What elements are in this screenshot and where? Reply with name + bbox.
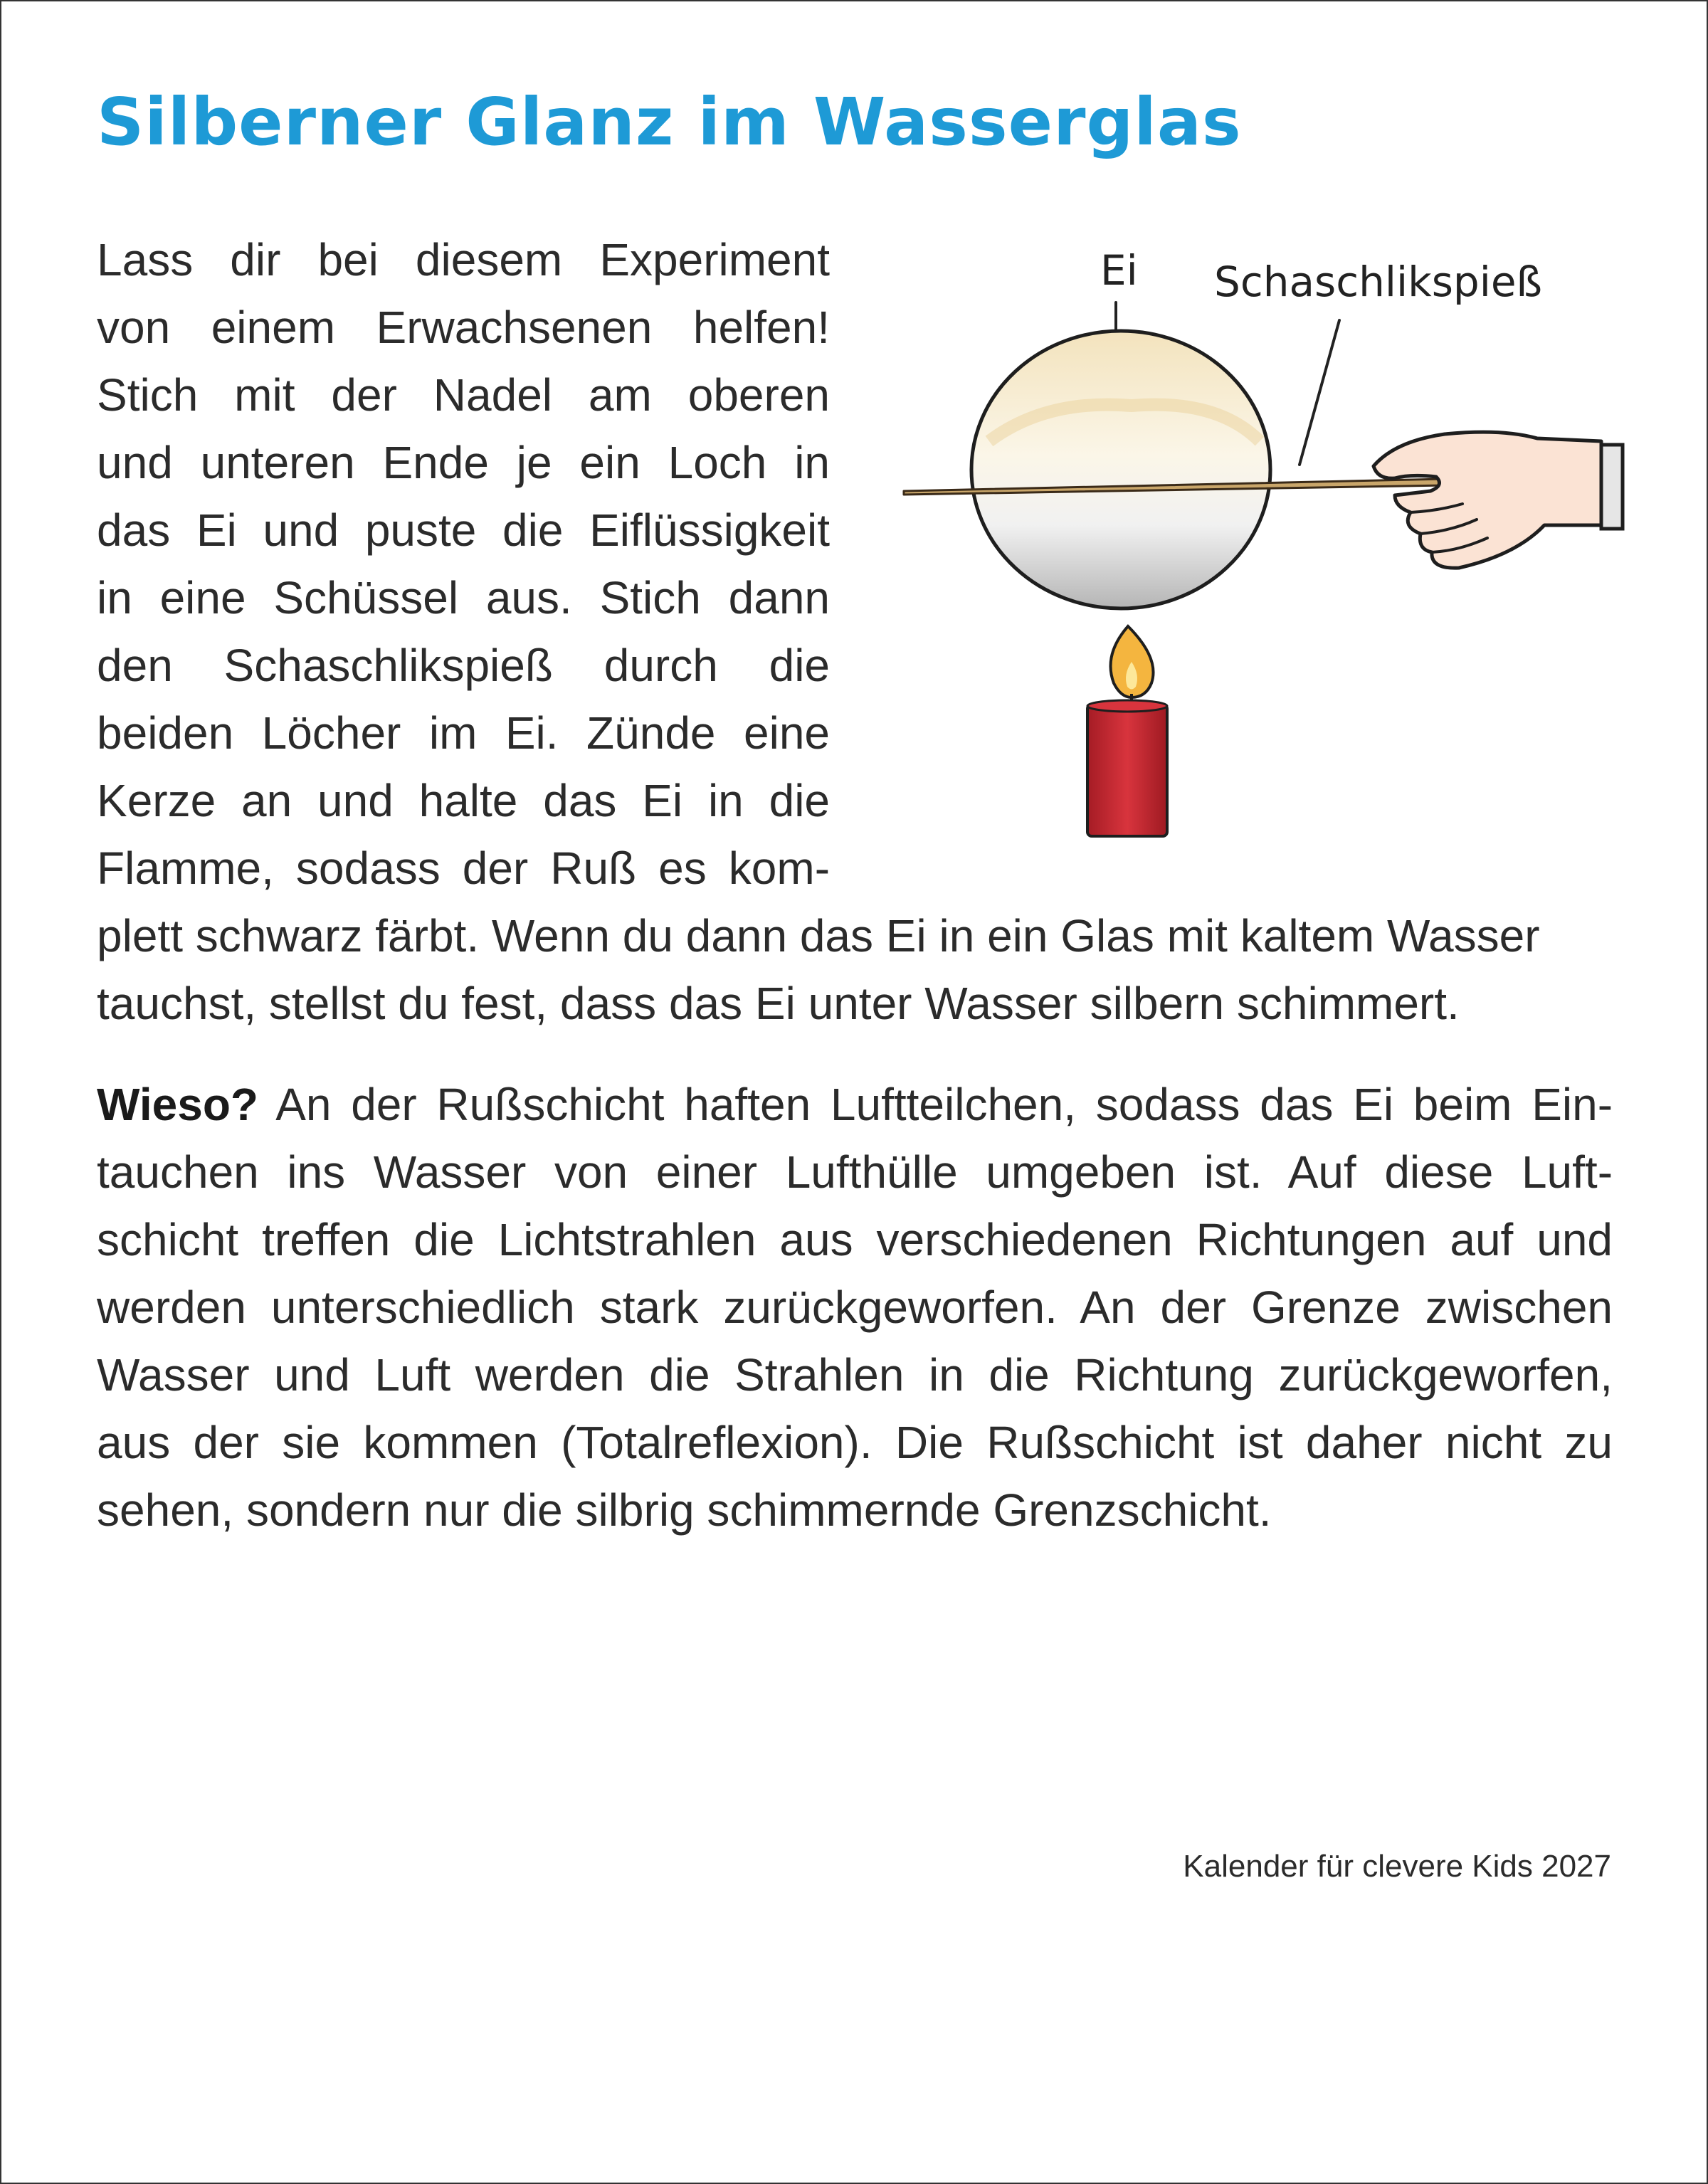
paragraph-line: Wasser und Luft werden die Strahlen in die Richtung zurückgeworfen, — [97, 1349, 1613, 1400]
wrapped-lines — [97, 226, 830, 902]
explanation-paragraph — [97, 1071, 1613, 1544]
paragraph-line: werden unterschiedlich stark zurückgeworfen. An der Grenze zwischen — [97, 1282, 1613, 1333]
paragraph-line: sehen, sondern nur die silbrig schimmernde Grenzschicht. — [97, 1484, 1272, 1536]
paragraph-line — [97, 1071, 1613, 1139]
paragraph-line: Lass dir bei diesem Experiment — [97, 234, 830, 285]
paragraph-line: schicht treffen die Lichtstrahlen aus verschiedenen Richtungen auf und — [97, 1214, 1613, 1265]
page-title: Silberner Glanz im Wasserglas — [97, 84, 1242, 160]
paragraph-line: in eine Schüssel aus. Stich dann — [97, 572, 830, 623]
paragraph-line: den Schaschlikspieß durch die — [97, 640, 830, 691]
label-egg: Ei — [1100, 246, 1138, 295]
footer-calendar-title: Kalender für clevere Kids 2027 — [1183, 1849, 1611, 1884]
paragraph-line: Stich mit der Nadel am oberen — [97, 369, 830, 421]
explanation-lead: Wieso? — [97, 1079, 258, 1130]
paragraph-line: und unteren Ende je ein Loch in — [97, 437, 830, 488]
paragraph-line: plett schwarz färbt. Wenn du dann das Ei in ein Glas mit kaltem Wasser — [97, 910, 1540, 961]
paragraph-line: tauchen ins Wasser von einer Lufthülle umgeben ist. Auf diese Luft- — [97, 1146, 1613, 1198]
instructions-paragraph — [97, 226, 1613, 1038]
paragraph-line: aus der sie kommen (Totalreflexion). Die Rußschicht ist daher nicht zu — [97, 1417, 1613, 1468]
paragraph-line: von einem Erwachsenen helfen! — [97, 302, 830, 353]
label-skewer: Schaschlikspieß — [1214, 258, 1543, 306]
paragraph-line: tauchst, stellst du fest, dass das Ei unter Wasser silbern schimmert. — [97, 978, 1460, 1029]
paragraph-line: Flamme, sodass der Ruß es kom- — [97, 843, 830, 894]
paragraph-line: das Ei und puste die Eiflüssigkeit — [97, 505, 830, 556]
paragraph-line: Kerze an und halte das Ei in die — [97, 775, 830, 826]
paragraph-line: beiden Löcher im Ei. Zünde eine — [97, 707, 830, 759]
explanation-first-line: An der Rußschicht haften Luftteilchen, sodass das Ei beim Ein- — [258, 1079, 1613, 1130]
